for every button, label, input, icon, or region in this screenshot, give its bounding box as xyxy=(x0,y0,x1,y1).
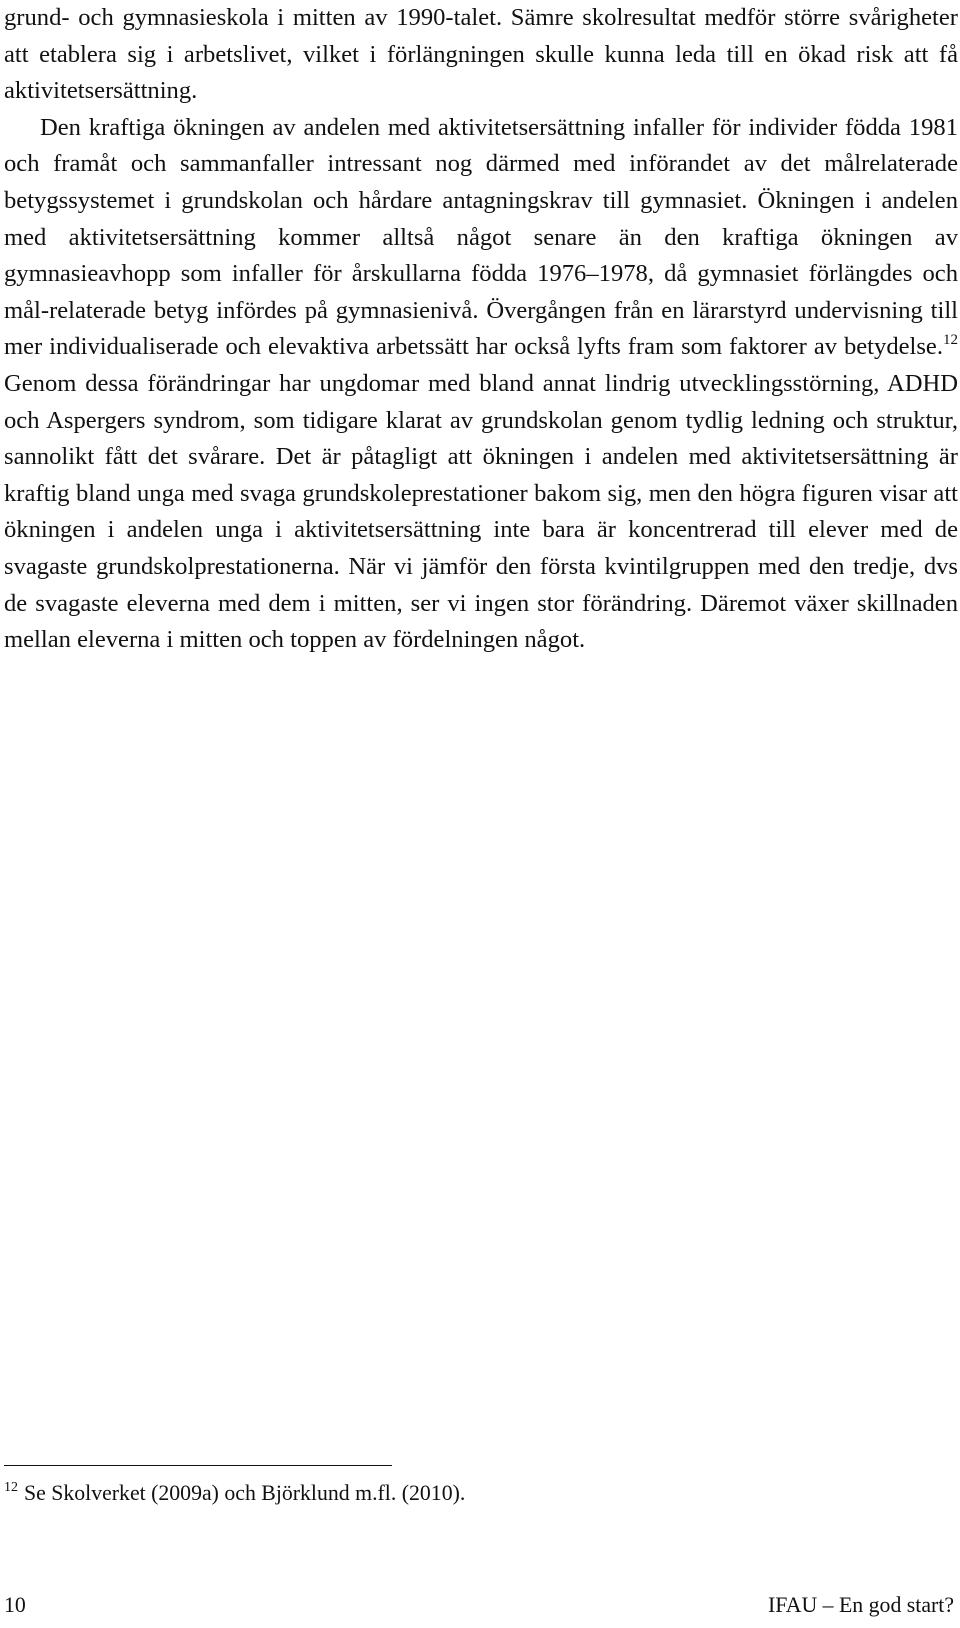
page-footer xyxy=(4,1590,954,1620)
paragraph-2-text-after-ref: Genom dessa förändringar har ungdomar med bland annat lindrig utvecklingsstörning, ADHD och Aspergers syndrom, som tidigare klarat av grundskolan genom tydlig ledning och struktur, sannolikt fått det svårare. Det är påtagligt att ökningen i andelen med aktivitetsersättning är kraftig bland unga med svaga grundskoleprestationer bakom sig, men den högra figuren visar att ökningen i andelen unga i aktivitetsersättning inte bara är koncentrerad till elever med de svagaste grundskolprestationerna. När vi jämför den första kvintilgruppen med den tredje, dvs de svagaste eleverna med dem i mitten, ser vi ingen stor förändring. Däremot växer skillnaden mellan eleverna i mitten och toppen av fördelningen något. xyxy=(4,369,958,654)
footnote-12 xyxy=(4,1478,944,1508)
footnote-reference-12[interactable]: 12 xyxy=(943,332,958,349)
footnote-number: 12 xyxy=(4,1480,18,1495)
paragraph-1-text: grund- och gymnasieskola i mitten av 1990-talet. Sämre skolresultat medför större svårigheter att etablera sig i arbetslivet, vilket i förlängningen skulle kunna leda till en ökad risk att få aktivitetsersättning. xyxy=(4,4,958,105)
paragraph-1 xyxy=(4,0,958,110)
page-number: 10 xyxy=(4,1593,26,1617)
footnote-separator xyxy=(4,1465,392,1466)
body-text xyxy=(4,0,958,659)
running-footer-title: IFAU – En god start? xyxy=(767,1593,954,1617)
paragraph-2 xyxy=(4,110,958,659)
footnote-text: Se Skolverket (2009a) och Björklund m.fl. (2010). xyxy=(24,1481,466,1505)
paragraph-2-text-before-ref: Den kraftiga ökningen av andelen med aktivitetsersättning infaller för individer födda 1981 och framåt och sammanfaller intressant nog därmed med införandet av det målrelaterade betygssystemet i grundskolan och hårdare antagningskrav till gymnasiet. Ökningen i andelen med aktivitetsersättning kommer alltså något senare än den kraftiga ökningen av gymnasieavhopp som infaller för årskullarna födda 1976–1978, då gymnasiet förlängdes och mål-relaterade betyg infördes på gymnasienivå. Övergången från en lärarstyrd undervisning till mer individualiserade och elevaktiva arbetssätt har också lyfts fram som faktorer av betydelse. xyxy=(4,113,958,361)
